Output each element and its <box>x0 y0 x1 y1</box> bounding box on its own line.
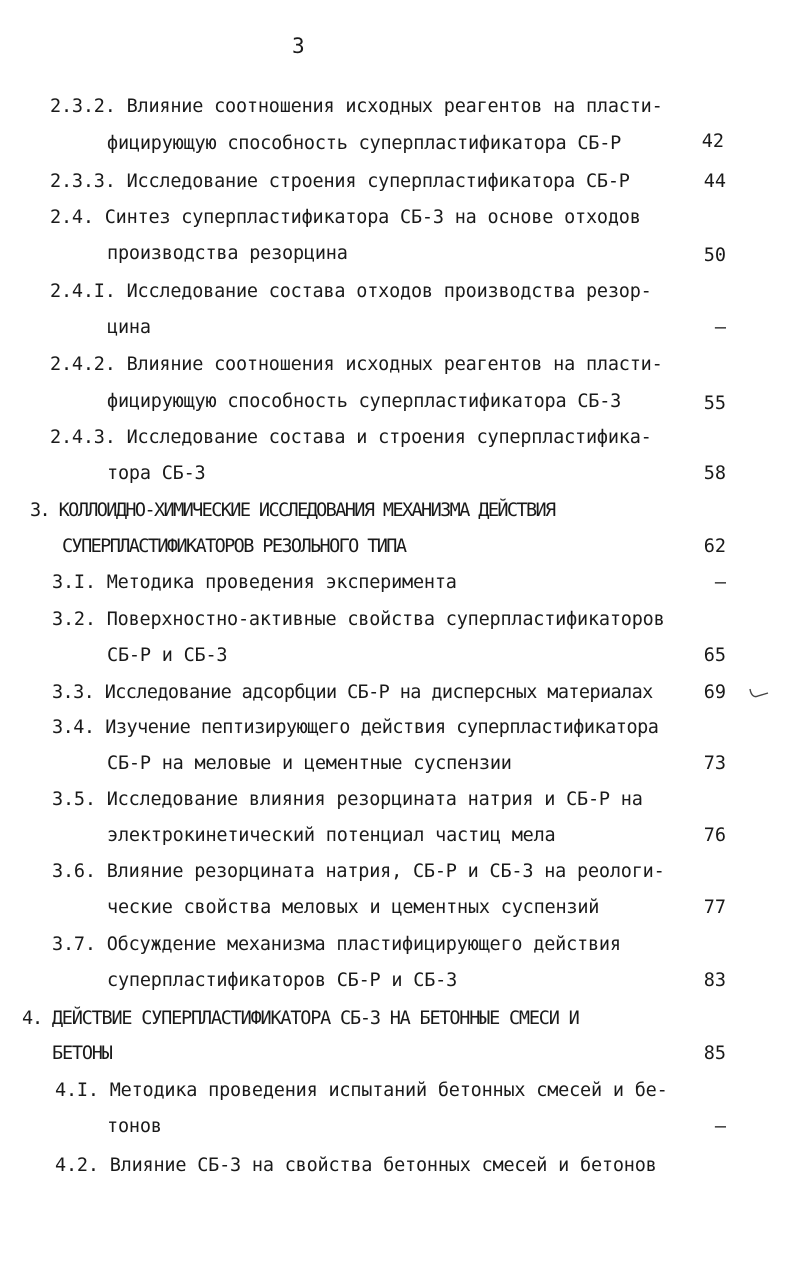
toc-entry-3-6-line-1: 3.6. Влияние резорцината натрия, СБ-Р и СБ-3 на реологи- <box>52 861 665 882</box>
page-number: 3 <box>292 34 305 58</box>
toc-entry-2-4-2-line-1: 2.4.2. Влияние соотношения исходных реагентов на пласти- <box>50 354 663 375</box>
toc-entry-2-3-3-line-1: 2.3.3. Исследование строения суперпластификатора СБ-Р <box>50 171 630 192</box>
toc-entry-2-3-2-page: 42 <box>701 131 724 152</box>
toc-entry-3-7-line-2: суперпластификаторов СБ-Р и СБ-3 <box>107 970 458 991</box>
toc-entry-2-4-3-line-1: 2.4.3. Исследование состава и строения суперпластифика- <box>50 427 652 448</box>
handwritten-check-mark <box>748 682 770 706</box>
toc-entry-4-1-line-2: тонов <box>107 1116 162 1137</box>
toc-entry-3-5-line-2: электрокинетический потенциал частиц мела <box>107 825 556 846</box>
toc-entry-2-3-2-line-2: фицирующую способность суперпластификатора СБ-Р <box>107 133 622 154</box>
toc-entry-2-4-1-page: – <box>714 317 726 338</box>
toc-entry-3-3-line-1: 3.3. Исследование адсорбции СБ-Р на дисперсных материалах <box>52 682 653 703</box>
toc-chapter-3-page: 62 <box>703 536 726 557</box>
toc-chapter-4-page: 85 <box>703 1043 726 1064</box>
toc-entry-2-4-2-page: 55 <box>703 393 726 414</box>
toc-entry-3-7-page: 83 <box>703 970 726 991</box>
toc-entry-4-1-line-1: 4.I. Методика проведения испытаний бетонных смесей и бе- <box>55 1080 668 1101</box>
toc-chapter-3-line-2: СУПЕРПЛАСТИФИКАТОРОВ РЕЗОЛЬНОГО ТИПА <box>62 536 406 557</box>
toc-entry-4-2-line-1: 4.2. Влияние СБ-3 на свойства бетонных смесей и бетонов <box>55 1155 657 1176</box>
toc-entry-2-4-3-page: 58 <box>703 463 726 484</box>
toc-entry-3-2-line-1: 3.2. Поверхностно-активные свойства суперпластификаторов <box>52 609 665 630</box>
toc-chapter-4-line-2: БЕТОНЫ <box>52 1043 112 1064</box>
toc-chapter-3-line-1: 3. КОЛЛОИДНО-ХИМИЧЕСКИЕ ИССЛЕДОВАНИЯ МЕХАНИЗМА ДЕЙСТВИЯ <box>30 500 555 521</box>
toc-entry-2-4-line-2: производства резорцина <box>107 243 348 264</box>
toc-entry-2-3-2-line-1: 2.3.2. Влияние соотношения исходных реагентов на пласти- <box>50 96 663 117</box>
toc-entry-2-4-line-1: 2.4. Синтез суперпластификатора СБ-3 на основе отходов <box>50 207 641 228</box>
toc-entry-3-6-line-2: ческие свойства меловых и цементных суспензий <box>107 897 600 918</box>
toc-entry-3-7-line-1: 3.7. Обсуждение механизма пластифицирующего действия <box>52 934 621 955</box>
toc-entry-2-4-3-line-2: тора СБ-3 <box>107 463 206 484</box>
toc-entry-3-5-page: 76 <box>703 825 726 846</box>
toc-entry-2-4-1-line-1: 2.4.I. Исследование состава отходов производства резор- <box>50 281 652 302</box>
toc-entry-4-1-page: – <box>714 1116 726 1137</box>
toc-entry-3-2-line-2: СБ-Р и СБ-3 <box>107 645 228 666</box>
toc-entry-3-1-line-1: 3.I. Методика проведения эксперимента <box>52 572 457 593</box>
toc-entry-2-4-2-line-2: фицирующую способность суперпластификатора СБ-3 <box>107 391 622 412</box>
toc-entry-3-3-page: 69 <box>703 682 726 703</box>
toc-entry-3-5-line-1: 3.5. Исследование влияния резорцината натрия и СБ-Р на <box>52 789 643 810</box>
toc-chapter-4-line-1: 4. ДЕЙСТВИЕ СУПЕРПЛАСТИФИКАТОРА СБ-3 НА БЕТОННЫЕ СМЕСИ И <box>22 1008 579 1029</box>
toc-entry-3-6-page: 77 <box>703 897 726 918</box>
toc-entry-3-4-line-1: 3.4. Изучение пептизирующего действия суперпластификатора <box>52 717 659 738</box>
toc-entry-3-4-line-2: СБ-Р на меловые и цементные суспензии <box>107 753 512 774</box>
toc-entry-3-2-page: 65 <box>703 645 726 666</box>
toc-entry-2-4-1-line-2: цина <box>107 317 151 338</box>
toc-entry-2-4-page: 50 <box>703 245 726 266</box>
toc-entry-3-4-page: 73 <box>703 753 726 774</box>
toc-entry-2-3-3-page: 44 <box>703 171 726 192</box>
toc-entry-3-1-page: – <box>714 572 726 593</box>
